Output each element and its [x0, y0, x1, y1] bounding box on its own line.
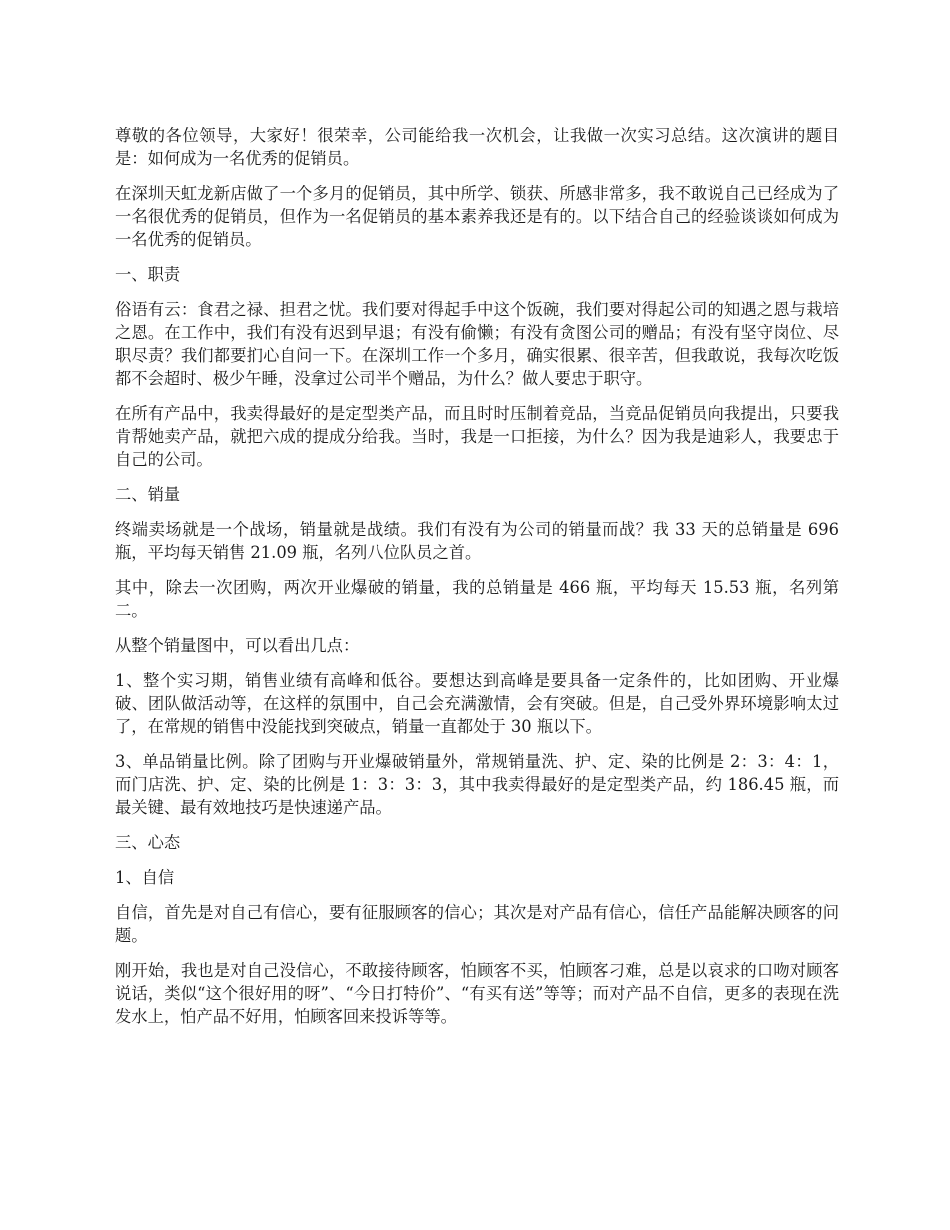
duty-paragraph-2: 在所有产品中，我卖得最好的是定型类产品，而且时时压制着竞品，当竞品促销员向我提出，只要我肯帮她卖产品，就把六成的提成分给我。当时，我是一口拒接，为什么？因为我是迪彩人，我要忠于自己的公司。 — [115, 404, 839, 469]
subheading-confidence: 1、自信 — [115, 868, 175, 887]
intro-paragraph: 尊敬的各位领导，大家好！很荣幸，公司能给我一次机会，让我做一次实习总结。这次演讲的题目是：如何成为一名优秀的促销员。 — [115, 126, 839, 168]
section-heading-sales: 二、销量 — [115, 485, 181, 504]
sales-paragraph-2: 其中，除去一次团购，两次开业爆破的销量，我的总销量是 466 瓶，平均每天 15.53 瓶，名列第二。 — [115, 578, 839, 620]
section-heading-duty: 一、职责 — [115, 265, 181, 284]
section-heading-mindset: 三、心态 — [115, 833, 181, 852]
document-body — [115, 124, 839, 1040]
confidence-paragraph-2: 刚开始，我也是对自己没信心，不敢接待顾客，怕顾客不买，怕顾客刁难，总是以哀求的口吻对顾客说话，类似“这个很好用的呀”、“今日打特价”、“有买有送”等等；而对产品不自信，更多的表现在洗发水上，怕产品不好用，怕顾客回来投诉等等。 — [115, 961, 839, 1026]
duty-paragraph-1: 俗语有云：食君之禄、担君之忧。我们要对得起手中这个饭碗，我们要对得起公司的知遇之恩与栽培之恩。在工作中，我们有没有迟到早退；有没有偷懒；有没有贪图公司的赠品；有没有坚守岗位、尽职尽责？我们都要扪心自问一下。在深圳工作一个多月，确实很累、很辛苦，但我敢说，我每次吃饭都不会超时、极少午睡，没拿过公司半个赠品，为什么？做人要忠于职守。 — [115, 300, 839, 388]
sales-point-1: 1、整个实习期，销售业绩有高峰和低谷。要想达到高峰是要具备一定条件的，比如团购、开业爆破、团队做活动等，在这样的氛围中，自己会充满激情，会有突破。但是，自己受外界环境影响太过了，在常规的销售中没能找到突破点，销量一直都处于 30 瓶以下。 — [115, 671, 839, 736]
sales-paragraph-1: 终端卖场就是一个战场，销量就是战绩。我们有没有为公司的销量而战？我 33 天的总销量是 696 瓶，平均每天销售 21.09 瓶，名列八位队员之首。 — [115, 520, 839, 562]
sales-paragraph-3: 从整个销量图中，可以看出几点： — [115, 636, 360, 655]
confidence-paragraph-1: 自信，首先是对自己有信心，要有征服顾客的信心；其次是对产品有信心，信任产品能解决顾客的问题。 — [115, 903, 839, 945]
background-paragraph: 在深圳天虹龙新店做了一个多月的促销员，其中所学、锁获、所感非常多，我不敢说自己已经成为了一名很优秀的促销员，但作为一名促销员的基本素养我还是有的。以下结合自己的经验谈谈如何成为一名优秀的促销员。 — [115, 184, 839, 249]
sales-point-3: 3、单品销量比例。除了团购与开业爆破销量外，常规销量洗、护、定、染的比例是 2：3：4：1，而门店洗、护、定、染的比例是 1：3：3：3，其中我卖得最好的是定型类产品，约 186.45 瓶，而最关键、最有效地技巧是快速递产品。 — [115, 752, 839, 817]
